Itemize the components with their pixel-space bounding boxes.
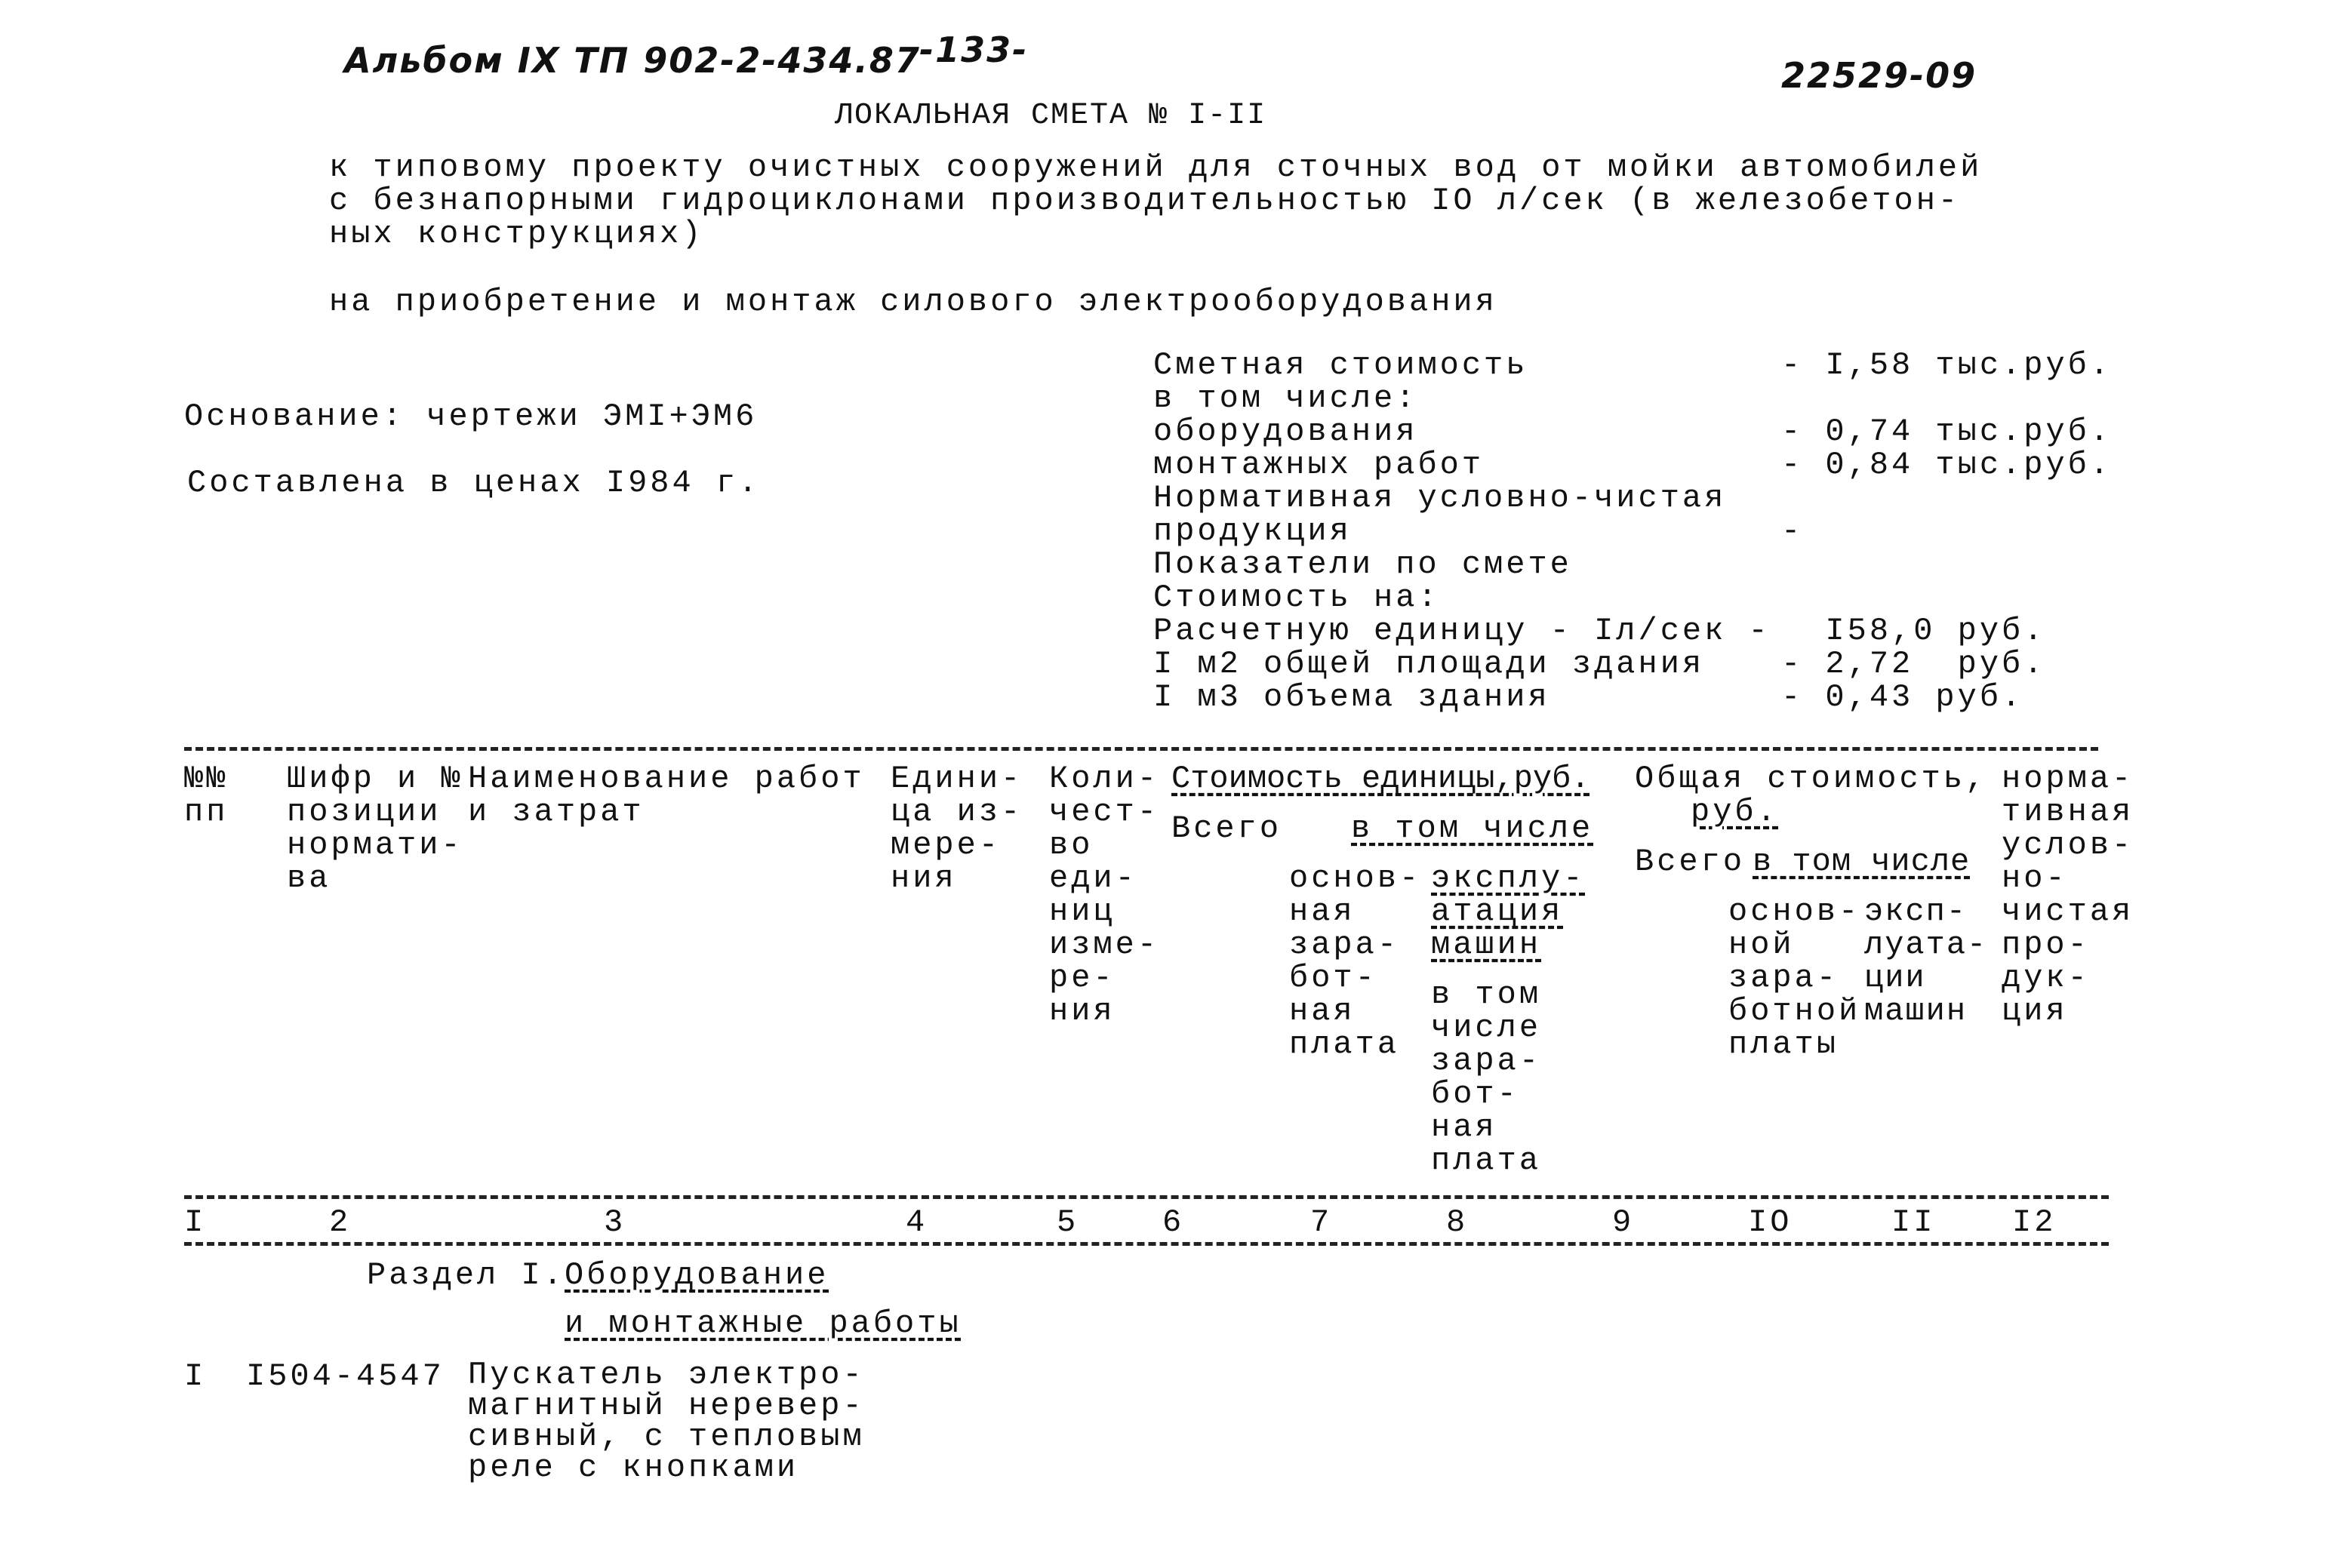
document-title: ЛОКАЛЬНАЯ СМЕТА № I-II bbox=[835, 99, 1267, 133]
header-total-total: Всего bbox=[1635, 844, 1746, 880]
column-number: 5 bbox=[1057, 1204, 1079, 1241]
header-unit-machine-wage: в том числе зара- бот- ная плата bbox=[1431, 976, 1542, 1179]
header-num: №№ пп bbox=[184, 761, 229, 830]
summary-labels: Сметная стоимость в том числе: оборудования монтажных работ Нормативная условно-чистая продукция Показатели по смете Стоимость на: Расчетную единицу - Iл/сек - I м2 общей площади здания I м3 объема здания bbox=[1153, 347, 1771, 715]
header-unit-wage: основ- ная зара- бот- ная плата bbox=[1289, 860, 1422, 1062]
column-number: I2 bbox=[2012, 1204, 2057, 1241]
column-number: 7 bbox=[1310, 1204, 1333, 1241]
header-total-machine: эксп- луата- ции машин bbox=[1864, 893, 1988, 1029]
section-name-line1: Оборудование bbox=[565, 1257, 829, 1293]
column-number: 3 bbox=[604, 1204, 626, 1241]
header-unit-total: Всего bbox=[1171, 810, 1282, 847]
row-number: I bbox=[184, 1358, 207, 1394]
basis-drawings: Основание: чертежи ЭМI+ЭМ6 bbox=[184, 398, 758, 435]
header-total-cost: Общая стоимость, bbox=[1635, 761, 1988, 797]
header-bottom-rule bbox=[184, 1195, 2109, 1199]
album-reference: Альбом IX ТП 902-2-434.87 bbox=[344, 40, 921, 81]
column-number: 4 bbox=[906, 1204, 928, 1241]
header-name: Наименование работ и затрат bbox=[468, 761, 865, 830]
column-number: 9 bbox=[1612, 1204, 1635, 1241]
header-total-wage: основ- ной зара- ботной платы bbox=[1728, 893, 1861, 1062]
section-title: Раздел I. bbox=[367, 1257, 565, 1293]
header-total-incl: в том числе bbox=[1753, 844, 1971, 880]
row-name: Пускатель электро- магнитный неревер- сивный, с тепловым реле с кнопками bbox=[468, 1357, 865, 1486]
document-code: 22529-09 bbox=[1781, 55, 1977, 96]
summary-values: - I,58 тыс.руб. - 0,74 тыс.руб. - 0,84 тыс.руб. - I58,0 руб. - 2,72 руб. - 0,43 руб. bbox=[1781, 347, 2113, 715]
column-number: 2 bbox=[329, 1204, 352, 1241]
document-purpose: на приобретение и монтаж силового электрооборудования bbox=[329, 284, 1497, 320]
document-subtitle: к типовому проекту очистных сооружений для сточных вод от мойки автомобилей с безнапорными гидроциклонами производительностью IO л/сек (в железобетон- ных конструкциях) bbox=[329, 149, 1983, 252]
header-code: Шифр и № позиции нормати- ва bbox=[287, 761, 463, 896]
header-unit-cost: Стоимость единицы,руб. bbox=[1171, 761, 1590, 797]
header-quantity: Коли- чест- во еди- ниц изме- ре- ния bbox=[1049, 761, 1160, 1029]
column-number: 6 bbox=[1162, 1204, 1185, 1241]
header-unit: Едини- ца из- мере- ния bbox=[891, 761, 1023, 896]
basis-prices: Составлена в ценах I984 г. bbox=[187, 465, 761, 501]
header-normative-product: норма- тивная услов- но- чистая про- дук- ция bbox=[2002, 761, 2134, 1029]
table-top-rule bbox=[184, 747, 2098, 751]
column-number: IO bbox=[1748, 1204, 1793, 1241]
row-code: I504-4547 bbox=[246, 1358, 445, 1394]
section-name-line2: и монтажные работы bbox=[565, 1305, 962, 1342]
column-number: I bbox=[184, 1204, 207, 1241]
column-number: 8 bbox=[1446, 1204, 1469, 1241]
header-unit-machine: эксплу- атация машин bbox=[1431, 860, 1586, 963]
column-number: II bbox=[1891, 1204, 1936, 1241]
page-number: -133- bbox=[919, 29, 1029, 70]
header-total-rub: руб. bbox=[1691, 794, 1779, 830]
column-numbers-rule bbox=[184, 1242, 2109, 1246]
header-unit-incl: в том числе bbox=[1351, 810, 1594, 847]
